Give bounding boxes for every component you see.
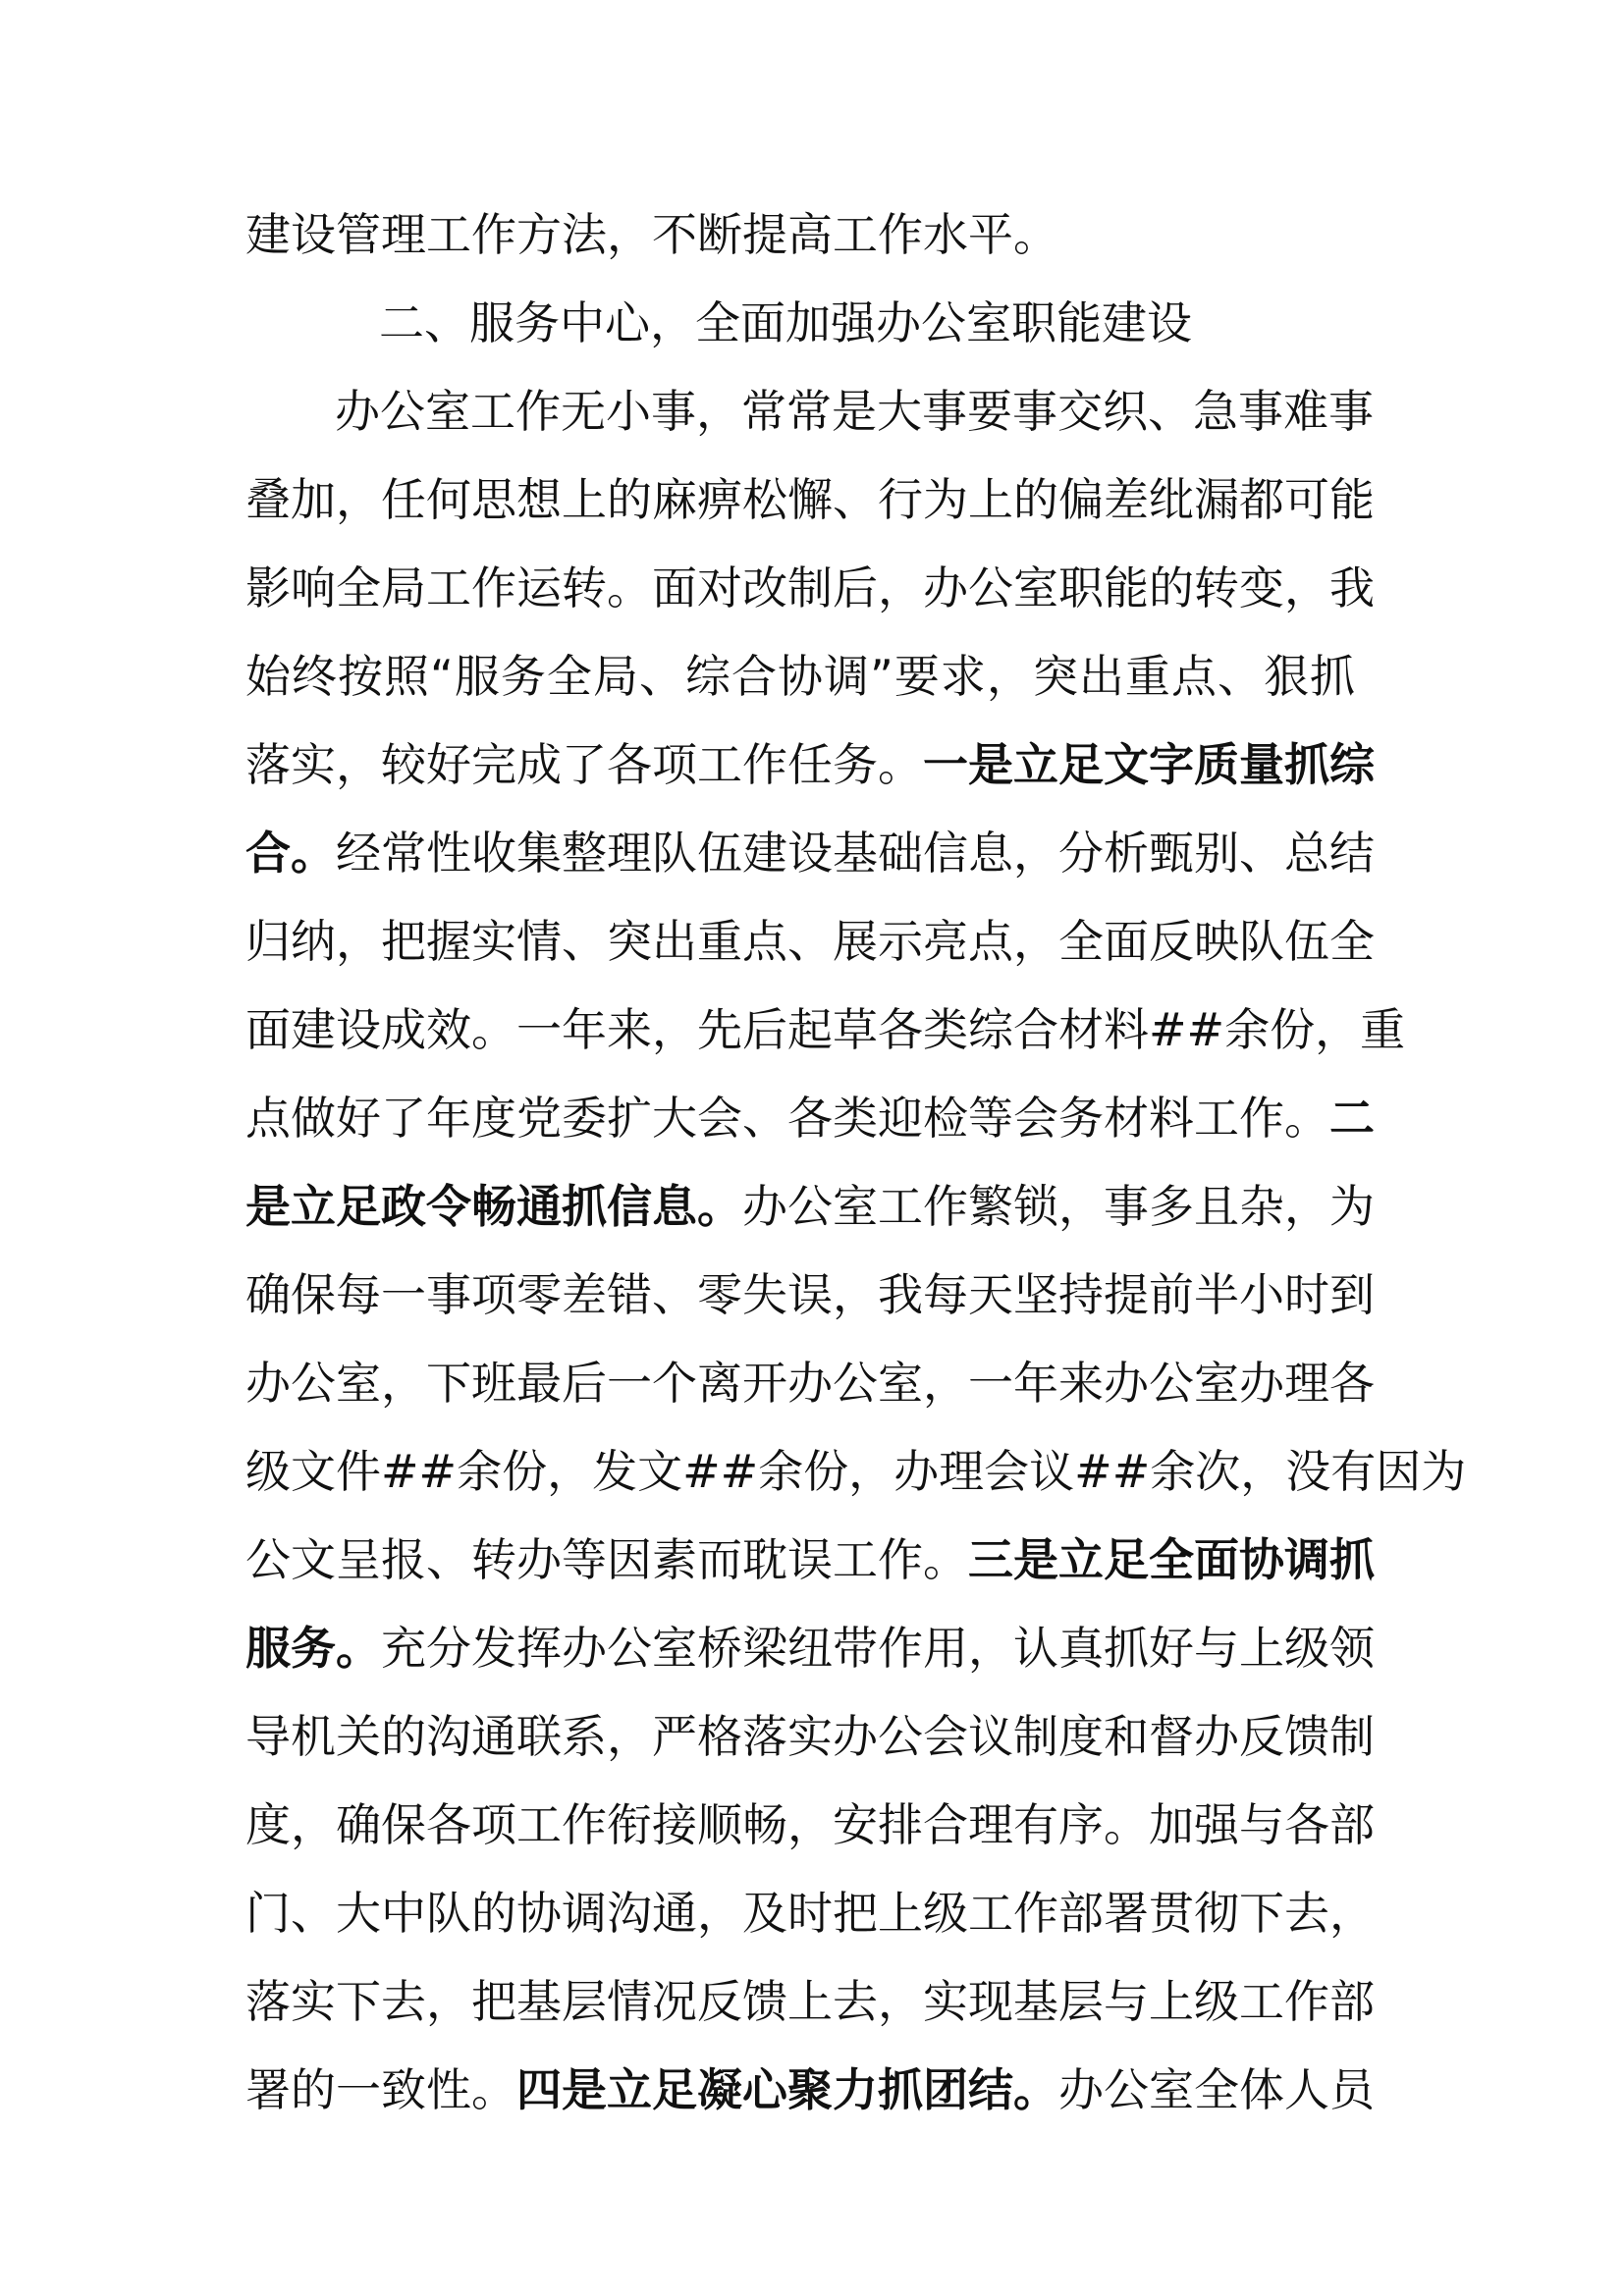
text-line: 影响全局工作运转。面对改制后，办公室职能的转变，我 bbox=[245, 561, 1375, 614]
text-line: 确保每一事项零差错、零失误，我每天坚持提前半小时到 bbox=[245, 1268, 1375, 1321]
text-line: 落实下去，把基层情况反馈上去，实现基层与上级工作部 bbox=[245, 1975, 1375, 2028]
bold-point-four: 四是立足凝心聚力抓团结。 bbox=[516, 2063, 1058, 2116]
section-heading: 二、服务中心，全面加强办公室职能建设 bbox=[379, 296, 1192, 349]
bold-point-two-end: 是立足政令畅通抓信息。 bbox=[245, 1180, 742, 1233]
text-line: 办公室，下班最后一个离开办公室，一年来办公室办理各 bbox=[245, 1357, 1375, 1410]
text-line: 建设管理工作方法，不断提高工作水平。 bbox=[245, 208, 1058, 261]
text-line: 合。经常性收集整理队伍建设基础信息，分析甄别、总结 bbox=[245, 827, 1375, 880]
bold-point-two: 二 bbox=[1329, 1092, 1375, 1145]
text-line: 落实，较好完成了各项工作任务。一是立足文字质量抓综 bbox=[245, 738, 1375, 791]
text-line: 归纳，把握实情、突出重点、展示亮点，全面反映队伍全 bbox=[245, 915, 1375, 968]
text-line: 署的一致性。四是立足凝心聚力抓团结。办公室全体人员 bbox=[245, 2063, 1375, 2116]
bold-point-one: 一是立足文字质量抓综 bbox=[923, 738, 1375, 791]
text-line: 度，确保各项工作衔接顺畅，安排合理有序。加强与各部 bbox=[245, 1798, 1375, 1851]
bold-point-three: 三是立足全面协调抓 bbox=[968, 1533, 1375, 1586]
text-line: 服务。充分发挥办公室桥梁纽带作用，认真抓好与上级领 bbox=[245, 1622, 1375, 1675]
text-line: 是立足政令畅通抓信息。办公室工作繁锁，事多且杂，为 bbox=[245, 1180, 1375, 1233]
text-line: 门、大中队的协调沟通，及时把上级工作部署贯彻下去， bbox=[245, 1887, 1375, 1940]
text-line: 面建设成效。一年来，先后起草各类综合材料##余份，重 bbox=[245, 1003, 1406, 1056]
bold-point-three-end: 服务。 bbox=[245, 1622, 381, 1675]
text-line: 叠加，任何思想上的麻痹松懈、行为上的偏差纰漏都可能 bbox=[245, 473, 1375, 526]
paragraph-first-line: 办公室工作无小事，常常是大事要事交织、急事难事 bbox=[335, 385, 1374, 438]
text-line: 导机关的沟通联系，严格落实办公会议制度和督办反馈制 bbox=[245, 1710, 1375, 1763]
text-line: 点做好了年度党委扩大会、各类迎检等会务材料工作。二 bbox=[245, 1092, 1375, 1145]
text-line: 始终按照“服务全局、综合协调”要求，突出重点、狠抓 bbox=[245, 650, 1355, 703]
bold-point-one-end: 合。 bbox=[245, 827, 336, 880]
text-line: 级文件##余份，发文##余份，办理会议##余次，没有因为 bbox=[245, 1445, 1467, 1498]
text-line: 公文呈报、转办等因素而耽误工作。三是立足全面协调抓 bbox=[245, 1533, 1375, 1586]
